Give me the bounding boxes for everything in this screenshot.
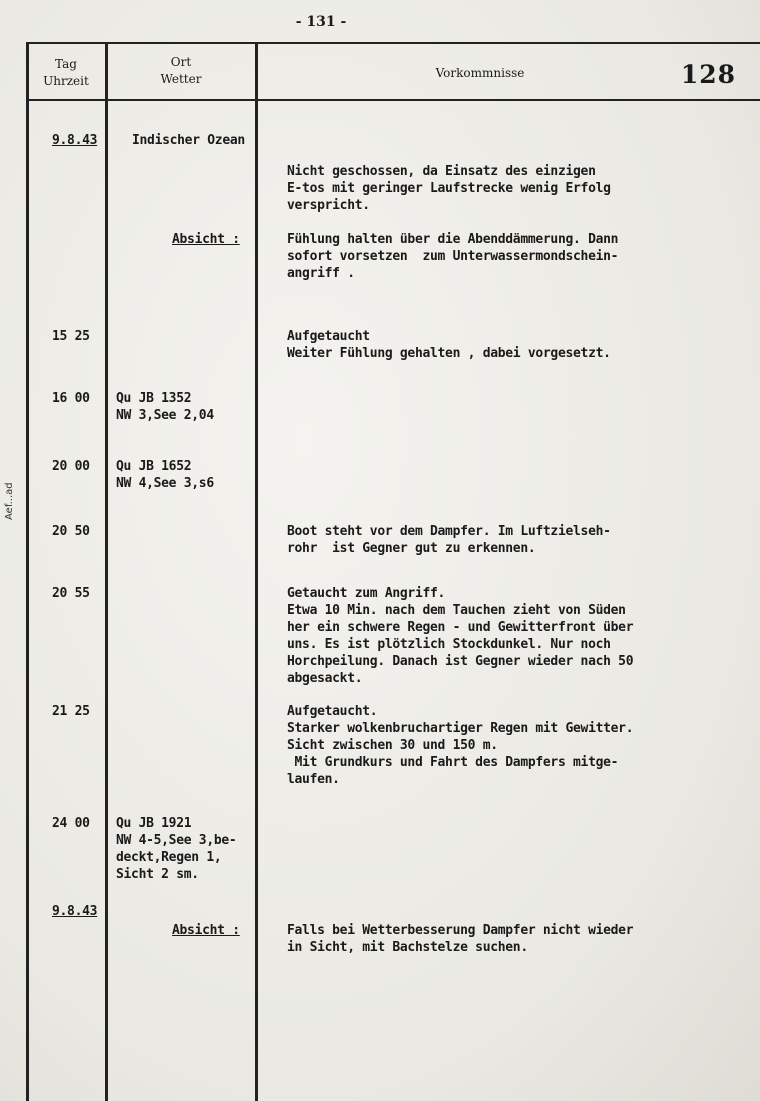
time-2055: 20 55 (52, 586, 90, 601)
ort-2000: Qu JB 1652 NW 4,See 3,s6 (116, 459, 214, 491)
date-1: 9.8.43 (52, 133, 98, 148)
location-1: Indischer Ozean (132, 133, 245, 148)
date-2: 9.8.43 (52, 904, 98, 919)
time-2400: 24 00 (52, 816, 90, 831)
table-top-rule (26, 42, 760, 44)
text-2125: Aufgetaucht. Starker wolkenbruchartiger Regen mit Gewitter. Sicht zwischen 30 und 150 m. Mit Grundkurs und Fahrt des Dampfers mitge- laufen. (287, 704, 634, 787)
left-rule (26, 42, 29, 1101)
page-top-number: - 131 - (295, 14, 347, 30)
entry-text-1: Nicht geschossen, da Einsatz des einzigen E-tos mit geringer Laufstrecke wenig Erfolg verspricht. (287, 164, 611, 213)
ort-2400: Qu JB 1921 NW 4-5,See 3,be- deckt,Regen 1, Sicht 2 sm. (116, 816, 237, 882)
absicht-label-2: Absicht : (172, 923, 240, 938)
header-tag-uhrzeit: Tag Uhrzeit (43, 57, 89, 88)
col-divider-2 (255, 42, 258, 1101)
time-1600: 16 00 (52, 391, 90, 406)
side-margin-mark: Aef...ad (4, 482, 15, 520)
text-1525: Aufgetaucht Weiter Fühlung gehalten , dabei vorgesetzt. (287, 329, 611, 361)
text-2055: Getaucht zum Angriff. Etwa 10 Min. nach dem Tauchen zieht von Süden her ein schwere Regen - und Gewitterfront über uns. Es ist plötzlich Stockdunkel. Nur noch Horchpeilung. Danach ist Gegner wieder nach 50 abgesackt. (287, 586, 634, 686)
absicht-text-2: Falls bei Wetterbesserung Dampfer nicht wieder in Sicht, mit Bachstelze suchen. (287, 923, 634, 955)
header-ort-wetter: Ort Wetter (160, 55, 202, 86)
time-2125: 21 25 (52, 704, 90, 719)
page-number: 128 (680, 60, 736, 89)
absicht-text-1: Fühlung halten über die Abenddämmerung. Dann sofort vorsetzen zum Unterwassermondschein- angriff . (287, 232, 619, 281)
ort-1600: Qu JB 1352 NW 3,See 2,04 (116, 391, 214, 423)
col-divider-1 (105, 42, 108, 1101)
text-2050: Boot steht vor dem Dampfer. Im Luftzielseh- rohr ist Gegner gut zu erkennen. (287, 524, 611, 556)
time-2050: 20 50 (52, 524, 90, 539)
time-2000: 20 00 (52, 459, 90, 474)
header-bottom-rule (26, 99, 760, 101)
time-1525: 15 25 (52, 329, 90, 344)
header-vorkommnisse: Vorkommnisse (435, 66, 525, 80)
absicht-label-1: Absicht : (172, 232, 240, 247)
